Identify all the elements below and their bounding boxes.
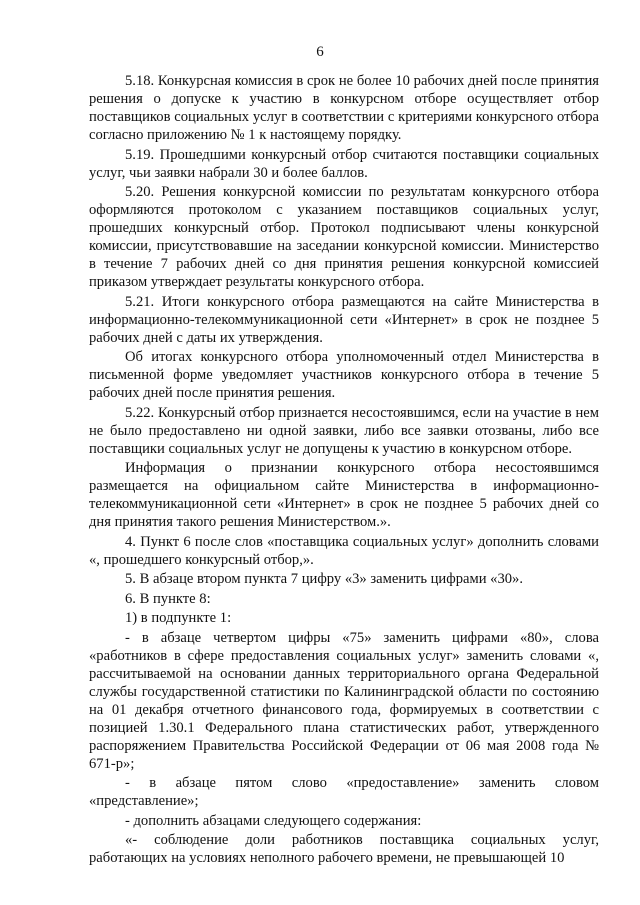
paragraph-failed-selection-info: Информация о признании конкурсного отбора несостоявшимся размещается на официальном сайте Министерства в информационно-телекоммуникационной сети «Интернет» в срок не позднее 5 рабочих дней со дня принятия такого решения Министерством.».: [89, 460, 599, 530]
paragraph-5-20: 5.20. Решения конкурсной комиссии по результатам конкурсного отбора оформляются протоколом с указанием поставщиков социальных услуг, прошедших конкурсный отбор. Протокол подписывают члены конкурсной комиссии, присутствовавшие на заседании конкурсной комиссии. Министерство в течение 7 рабочих дней со дня принятия решения конкурсной комиссией приказом утверждает результаты конкурсного отбора.: [89, 184, 599, 290]
paragraph-5-22: 5.22. Конкурсный отбор признается несостоявшимся, если на участие в нем не было предоставлено ни одной заявки, либо все заявки отозваны, либо все поставщики социальных услуг не допущены к участию в конкурсном отборе.: [89, 404, 599, 457]
paragraph-item-5: 5. В абзаце втором пункта 7 цифру «3» заменить цифрами «30».: [125, 571, 524, 587]
document-body: [89, 72, 599, 869]
page-number: 6: [316, 44, 324, 60]
paragraph-results-notice: Об итогах конкурсного отбора уполномоченный отдел Министерства в письменной форме уведомляет участников конкурсного отбора в течение 5 рабочих дней после принятия решения.: [89, 349, 599, 401]
paragraph-5-19: 5.19. Прошедшими конкурсный отбор считаются поставщики социальных услуг, чьи заявки набрали 30 и более баллов.: [89, 146, 599, 181]
paragraph-supplement-intro: - дополнить абзацами следующего содержания:: [125, 812, 422, 829]
paragraph-item-4: 4. Пункт 6 после слов «поставщика социальных услуг» дополнить словами «, прошедшего конкурсный отбор,».: [89, 533, 599, 568]
paragraph-item-6: 6. В пункте 8:: [125, 590, 211, 607]
paragraph-5-18: 5.18. Конкурсная комиссия в срок не более 10 рабочих дней после принятия решения о допуске к участию в конкурсном отборе осуществляет отбор поставщиков социальных услуг в соответствии с критериями конкурсного отбора согласно приложению № 1 к настоящему порядку.: [89, 73, 599, 143]
paragraph-amendment-fourth: - в абзаце четвертом цифры «75» заменить цифрами «80», слова «работников в сфере предоставления социальных услуг» заменить словами «, рассчитываемой на основании данных территориального органа Федеральной службы государственной статистики по Калининградской области по состоянию на 01 декабря отчетного финансового года, формируемых в соответствии с позицией 1.30.1 Федерального плана статистических работ, утвержденного распоряжением Правительства Российской Федерации от 06 мая 2008 года № 671-р»;: [89, 629, 599, 772]
paragraph-supplement-text: «- соблюдение доли работников поставщика социальных услуг, работающих на условиях неполного рабочего времени, не превышающей 10: [89, 832, 599, 866]
paragraph-amendment-fifth: - в абзаце пятом слово «предоставление» заменить словом «представление»;: [89, 775, 599, 809]
paragraph-5-21: 5.21. Итоги конкурсного отбора размещаются на сайте Министерства в информационно-телекоммуникационной сети «Интернет» в срок не позднее 5 рабочих дней с даты их утверждения.: [89, 293, 599, 346]
paragraph-subitem-1: 1) в подпункте 1:: [125, 610, 232, 626]
